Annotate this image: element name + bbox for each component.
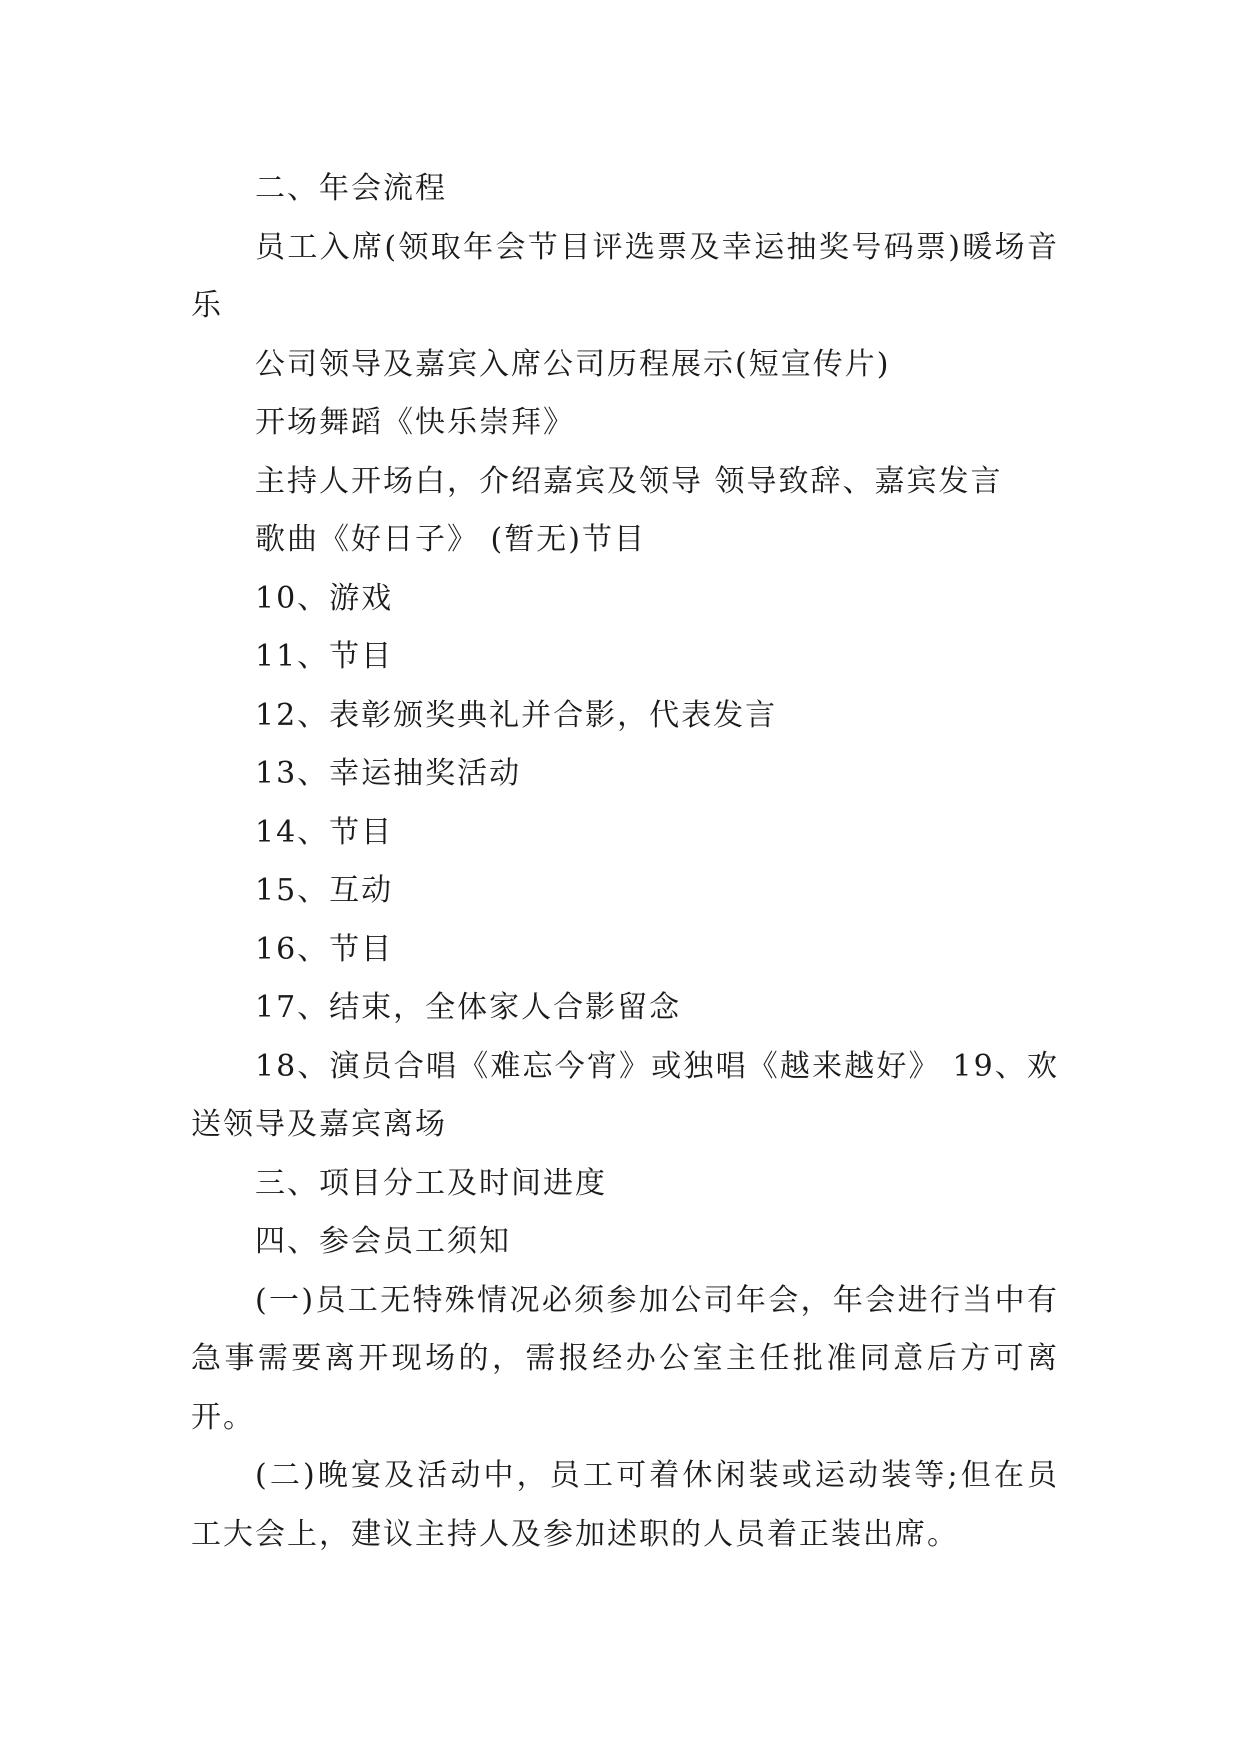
flow-item-entry: 员工入席(领取年会节目评选票及幸运抽奖号码票)暖场音乐	[191, 229, 1059, 323]
flow-item-15: 15、互动	[255, 873, 394, 908]
flow-item-14: 14、节目	[255, 814, 394, 850]
flow-item-16: 16、节目	[255, 931, 394, 967]
flow-item-17: 17、结束，全体家人合影留念	[255, 990, 682, 1025]
document-body	[191, 160, 1059, 1564]
flow-item-11: 11、节目	[255, 639, 394, 674]
notice-item-1: (一)员工无特殊情况必须参加公司年会，年会进行当中有急事需要离开现场的，需报经办公室主任批准同意后方可离开。	[191, 1282, 1059, 1435]
notice-item-2: (二)晚宴及活动中，员工可着休闲装或运动装等;但在员工大会上，建议主持人及参加述职的人员着正装出席。	[191, 1458, 1059, 1552]
flow-item-host-opening: 主持人开场白，介绍嘉宾及领导 领导致辞、嘉宾发言	[255, 463, 1003, 499]
flow-item-song: 歌曲《好日子》 (暂无)节目	[255, 522, 646, 557]
flow-item-18-19: 18、演员合唱《难忘今宵》或独唱《越来越好》 19、欢送领导及嘉宾离场	[191, 1048, 1059, 1142]
flow-item-13: 13、幸运抽奖活动	[255, 756, 522, 791]
flow-item-leaders-entry: 公司领导及嘉宾入席公司历程展示(短宣传片)	[255, 346, 891, 382]
flow-item-12: 12、表彰颁奖典礼并合影，代表发言	[255, 697, 778, 733]
flow-item-opening-dance: 开场舞蹈《快乐崇拜》	[255, 405, 575, 440]
section-heading-division: 三、项目分工及时间进度	[255, 1165, 607, 1201]
section-heading-flow: 二、年会流程	[255, 171, 447, 206]
section-heading-notice: 四、参会员工须知	[255, 1224, 511, 1259]
flow-item-10: 10、游戏	[255, 580, 394, 616]
